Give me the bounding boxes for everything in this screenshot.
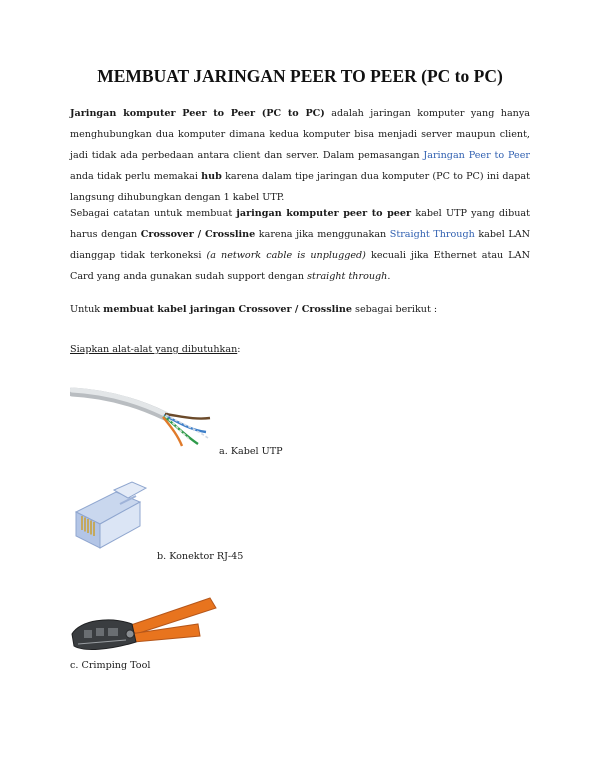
instruction-text-2: sebagai berikut :: [351, 304, 438, 315]
note-text-5: kecuali jika Ethernet atau LAN Card yang anda gunakan sudah support dengan: [70, 250, 530, 282]
caption-crimping-tool: c. Crimping Tool: [70, 660, 151, 671]
note-italic-1: (a network cable is unplugged): [206, 250, 366, 261]
note-text-3: karena jika menggunakan: [255, 229, 390, 240]
intro-text-2: anda tidak perlu memakai: [70, 171, 202, 182]
paragraph-note: [70, 203, 530, 287]
utp-cable-icon: [70, 378, 212, 448]
tools-heading-suffix: :: [237, 344, 241, 355]
paragraph-tools-heading: [70, 339, 530, 360]
note-bold-1: jaringan komputer peer to peer: [236, 208, 412, 219]
intro-bold-term: Jaringan komputer Peer to Peer (PC to PC): [70, 108, 325, 119]
intro-text-3: karena dalam tipe jaringan dua komputer (PC to PC) ini dapat langsung dihubungkan dengan 1 kabel UTP.: [70, 171, 530, 203]
caption-utp-cable: a. Kabel UTP: [219, 446, 283, 457]
crimping-tool-icon: [70, 590, 220, 660]
instruction-bold: membuat kabel jaringan Crossover / Crossline: [103, 304, 352, 315]
note-text-4: kabel LAN dianggap tidak terkoneksi: [70, 229, 531, 261]
link-peer-to-peer[interactable]: Jaringan Peer to Peer: [423, 150, 530, 161]
link-straight-through[interactable]: Straight Through: [389, 229, 475, 240]
note-text-6: .: [387, 271, 391, 282]
note-bold-2: Crossover / Crossline: [140, 229, 256, 240]
note-italic-2: straight through: [307, 271, 388, 282]
tools-heading-text: Siapkan alat-alat yang dibutuhkan: [70, 344, 238, 355]
intro-text-1: adalah jaringan komputer yang hanya menghubungkan dua komputer dimana kedua komputer bisa menjadi server maupun client, jadi tidak ada perbedaan antara client dan server. Dalam pemasangan: [70, 108, 530, 161]
caption-rj45: b. Konektor RJ-45: [157, 551, 244, 562]
note-text-1: Sebagai catatan untuk membuat: [70, 208, 237, 219]
instruction-text-1: Untuk: [70, 304, 104, 315]
rj45-connector-icon: [70, 478, 152, 556]
page-title: MEMBUAT JARINGAN PEER TO PEER (PC to PC): [97, 66, 503, 86]
paragraph-instruction: [70, 299, 530, 320]
intro-bold-hub: hub: [201, 171, 222, 182]
paragraph-intro: [70, 103, 530, 208]
note-text-2: kabel UTP yang dibuat harus dengan: [70, 208, 530, 240]
